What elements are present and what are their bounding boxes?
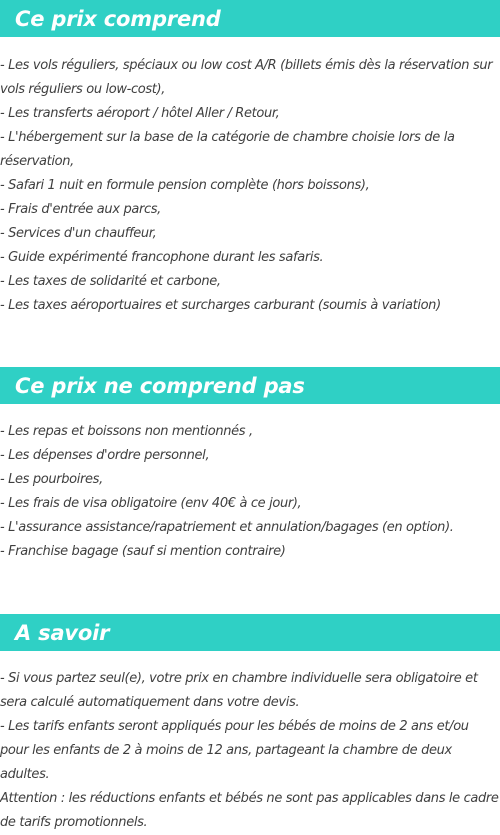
list-item: - Guide expérimenté francophone durant les safaris. [0,250,324,265]
list-item: - Les dépenses d'ordre personnel, [0,448,210,463]
list-item: - Services d'un chauffeur, [0,226,157,241]
excluded-items-list [0,420,500,564]
list-item: - Safari 1 nuit en formule pension complète (hors boissons), [0,178,370,193]
list-item: - Les tarifs enfants seront appliqués pour les bébés de moins de 2 ans et/ou pour les enfants de 2 à moins de 12 ans, partageant la chambre de deux adultes. [0,719,469,782]
section-price-excludes [0,367,500,564]
section-header-price-excludes [0,367,500,404]
section-title: Ce prix ne comprend pas [15,373,305,398]
list-item: - Frais d'entrée aux parcs, [0,202,161,217]
section-good-to-know [0,614,500,835]
list-item: - Les frais de visa obligatoire (env 40€ à ce jour), [0,496,302,511]
included-items-list [0,54,500,318]
section-title: A savoir [15,620,110,645]
list-item: - Les transferts aéroport / hôtel Aller / Retour, [0,106,280,121]
list-item: - Si vous partez seul(e), votre prix en chambre individuelle sera obligatoire et sera calculé automatiquement dans votre devis. [0,671,478,710]
list-item: Attention : les réductions enfants et bébés ne sont pas applicables dans le cadre de tarifs promotionnels. [0,791,499,830]
list-item: - Les vols réguliers, spéciaux ou low cost A/R (billets émis dès la réservation sur vols réguliers ou low-cost), [0,58,493,97]
list-item: - Les taxes aéroportuaires et surcharges carburant (soumis à variation) [0,298,441,313]
list-item: - Les pourboires, [0,472,103,487]
list-item: - Les repas et boissons non mentionnés , [0,424,253,439]
info-items-list [0,667,500,835]
section-title: Ce prix comprend [15,6,221,31]
list-item: - Franchise bagage (sauf si mention contraire) [0,544,286,559]
section-header-good-to-know [0,614,500,651]
section-header-price-includes [0,0,500,37]
list-item: - L'hébergement sur la base de la catégorie de chambre choisie lors de la réservation, [0,130,455,169]
section-price-includes [0,0,500,318]
list-item: - Les taxes de solidarité et carbone, [0,274,221,289]
list-item: - L'assurance assistance/rapatriement et annulation/bagages (en option). [0,520,454,535]
